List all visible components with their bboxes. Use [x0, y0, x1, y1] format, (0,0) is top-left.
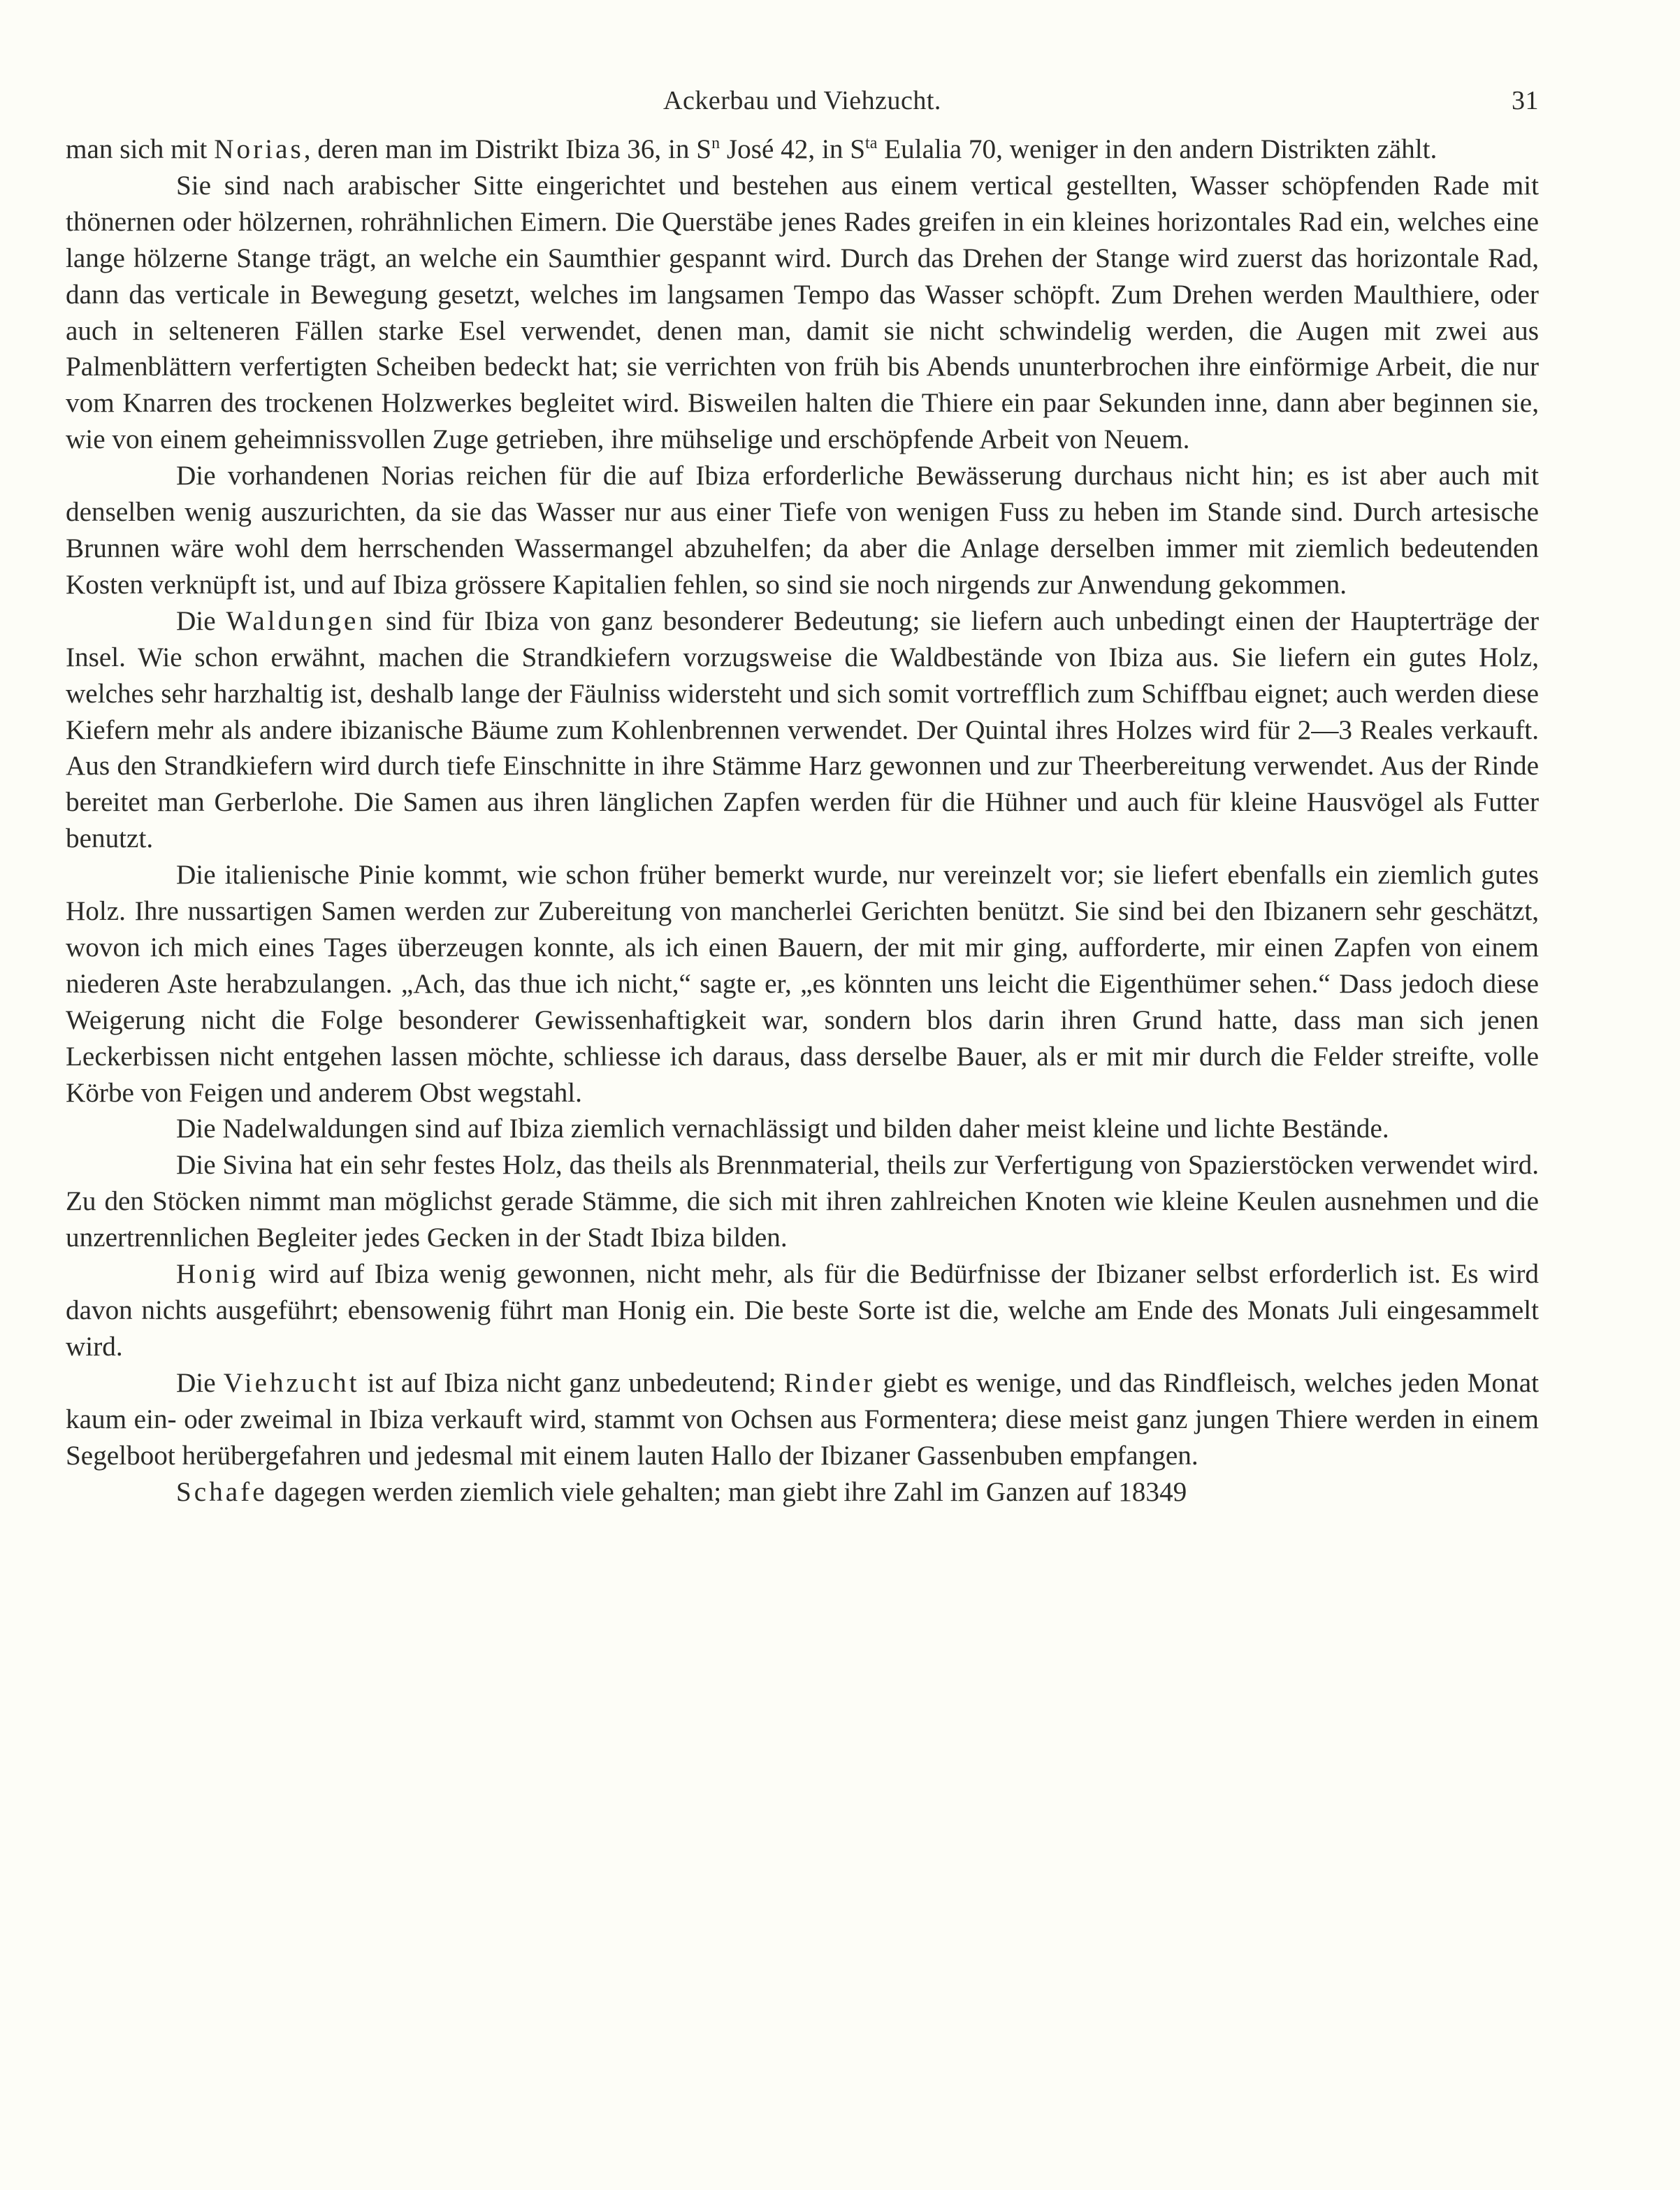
paragraph-conifers: Die Nadelwaldungen sind auf Ibiza ziemlich vernachlässigt und bilden daher meist kleine und lichte Bestände.: [176, 1114, 1389, 1144]
paragraph-sheep: [66, 1474, 1539, 1511]
paragraph-forests: [66, 603, 1539, 857]
spaced-term-norias: Norias: [214, 134, 304, 164]
spaced-term-viehzucht: Viehzucht: [223, 1367, 360, 1398]
paragraph-noria-mechanism: Sie sind nach arabischer Sitte eingerichtet und bestehen aus einem vertical gestellten, Wasser schöpfenden Rade mit thönernen oder hölzernen, rohrähnlichen Eimern. Die Querstäbe jenes Rades greifen in ein kleines horizontales Rad ein, welches eine lange hölzerne Stange trägt, an welche ein Saumthier gespannt wird. Durch das Drehen der Stange wird zuerst das horizontale Rad, dann das verticale in Bewegung gesetzt, welches im langsamen Tempo das Wasser schöpft. Zum Drehen werden Maulthiere, oder auch in selteneren Fällen starke Esel verwendet, denen man, damit sie nicht schwindelig werden, die Augen mit zwei aus Palmenblättern verfertigten Scheiben bedeckt hat; sie verrichten von früh bis Abends ununterbrochen ihre einförmige Arbeit, die nur vom Knarren des trockenen Holzwerkes begleitet wird. Bisweilen halten die Thiere ein paar Sekunden inne, dann aber beginnen sie, wie von einem geheimnissvollen Zuge getrieben, ihre mühselige und erschöpfende Arbeit von Neuem.: [66, 170, 1539, 455]
text-run: Die: [176, 605, 226, 636]
paragraph-irrigation: Die vorhandenen Norias reichen für die auf Ibiza erforderliche Bewässerung durchaus nicht hin; es ist aber auch mit denselben wenig auszurichten, da sie das Wasser nur aus einer Tiefe von wenigen Fuss zu heben im Stande sind. Durch artesische Brunnen wäre wohl dem herrschenden Wassermangel abzuhelfen; da aber die Anlage derselben immer mit ziemlich bedeutenden Kosten verknüpft ist, und auf Ibiza grössere Kapitalien fehlen, so sind sie noch nirgends zur Anwendung gekommen.: [66, 461, 1539, 600]
paragraph-pine: Die italienische Pinie kommt, wie schon früher bemerkt wurde, nur vereinzelt vor; sie liefert ebenfalls ein ziemlich gutes Holz. Ihre nussartigen Samen werden zur Zubereitung von mancherlei Gerichten benützt. Sie sind bei den Ibizanern sehr geschätzt, wovon ich mich eines Tages überzeugen konnte, als ich einen Bauern, der mit mir ging, aufforderte, mir einen Zapfen von einem niederen Aste herabzulangen. „Ach, das thue ich nicht,“ sagte er, „es könnten uns leicht die Eigenthümer sehen.“ Dass jedoch diese Weigerung nicht die Folge besonderer Gewissenhaftigkeit war, sondern blos darin ihren Grund hatte, dass man sich jenen Leckerbissen nicht entgehen lassen möchte, schliesse ich daraus, dass derselbe Bauer, als er mit mir durch die Felder streifte, volle Körbe von Feigen und anderem Obst wegstahl.: [66, 860, 1539, 1108]
body-text: [66, 131, 1539, 1510]
superscript-santa: ta: [865, 134, 878, 152]
text-run: man sich mit: [66, 134, 215, 164]
text-run: dagegen werden ziemlich viele gehalten; man giebt ihre Zahl im Ganzen auf 18349: [267, 1476, 1187, 1507]
spaced-term-honig: Honig: [176, 1259, 259, 1290]
running-head: [66, 77, 1539, 126]
paragraph-sivina: Die Sivina hat ein sehr festes Holz, das theils als Brennmaterial, theils zur Verfertigung von Spazierstöcken verwendet wird. Zu den Stöcken nimmt man möglichst gerade Stämme, die sich mit ihren zahlreichen Knoten wie kleine Keulen ausnehmen und die unzertrennlichen Begleiter jedes Gecken in der Stadt Ibiza bilden.: [66, 1150, 1539, 1253]
page-number: 31: [1512, 86, 1539, 115]
text-run: Eulalia 70, weniger in den andern Distrikten zählt.: [877, 134, 1438, 164]
paragraph-norias-count: [66, 131, 1539, 168]
text-run: Die: [176, 1367, 224, 1398]
superscript-san: n: [711, 134, 720, 152]
book-page: [66, 77, 1539, 1510]
spaced-term-waldungen: Waldungen: [226, 605, 376, 636]
text-run: wird auf Ibiza wenig gewonnen, nicht mehr, als für die Bedürfnisse der Ibizaner selbst erforderlich ist. Es wird davon nichts ausgeführt; ebensowenig führt man Honig ein. Die beste Sorte ist die, welche am Ende des Monats Juli eingesammelt wird.: [66, 1259, 1539, 1362]
running-title: Ackerbau und Viehzucht.: [663, 86, 941, 115]
text-run: José 42, in S: [720, 134, 866, 164]
spaced-term-rinder: Rinder: [783, 1367, 876, 1398]
paragraph-honey: [66, 1256, 1539, 1365]
text-run: , deren man im Distrikt Ibiza 36, in S: [303, 134, 712, 164]
paragraph-livestock: [66, 1365, 1539, 1474]
text-run: sind für Ibiza von ganz besonderer Bedeutung; sie liefern auch unbedingt einen der Haupterträge der Insel. Wie schon erwähnt, machen die Strandkiefern vorzugsweise die Waldbestände von Ibiza aus. Sie liefern ein gutes Holz, welches sehr harzhaltig ist, deshalb lange der Fäulniss widersteht und sich somit vortrefflich zum Schiffbau eignet; auch werden diese Kiefern mehr als andere ibizanische Bäume zum Kohlenbrennen verwendet. Der Quintal ihres Holzes wird für 2—3 Reales verkauft. Aus den Strandkiefern wird durch tiefe Einschnitte in ihre Stämme Harz gewonnen und zur Theerbereitung verwendet. Aus der Rinde bereitet man Gerberlohe. Die Samen aus ihren länglichen Zapfen werden für die Hühner und auch für kleine Hausvögel als Futter benutzt.: [66, 605, 1539, 854]
spaced-term-schafe: Schafe: [176, 1476, 268, 1507]
text-run: giebt es wenige, und das Rindfleisch, welches jeden Monat kaum ein- oder zweimal in Ibiza verkauft wird, stammt von Ochsen aus Formentera; diese meist ganz jungen Thiere werden in einem Segelboot herübergefahren und jedesmal mit einem lauten Hallo der Ibizaner Gassenbuben empfangen.: [66, 1367, 1539, 1471]
text-run: ist auf Ibiza nicht ganz unbedeutend;: [359, 1367, 784, 1398]
